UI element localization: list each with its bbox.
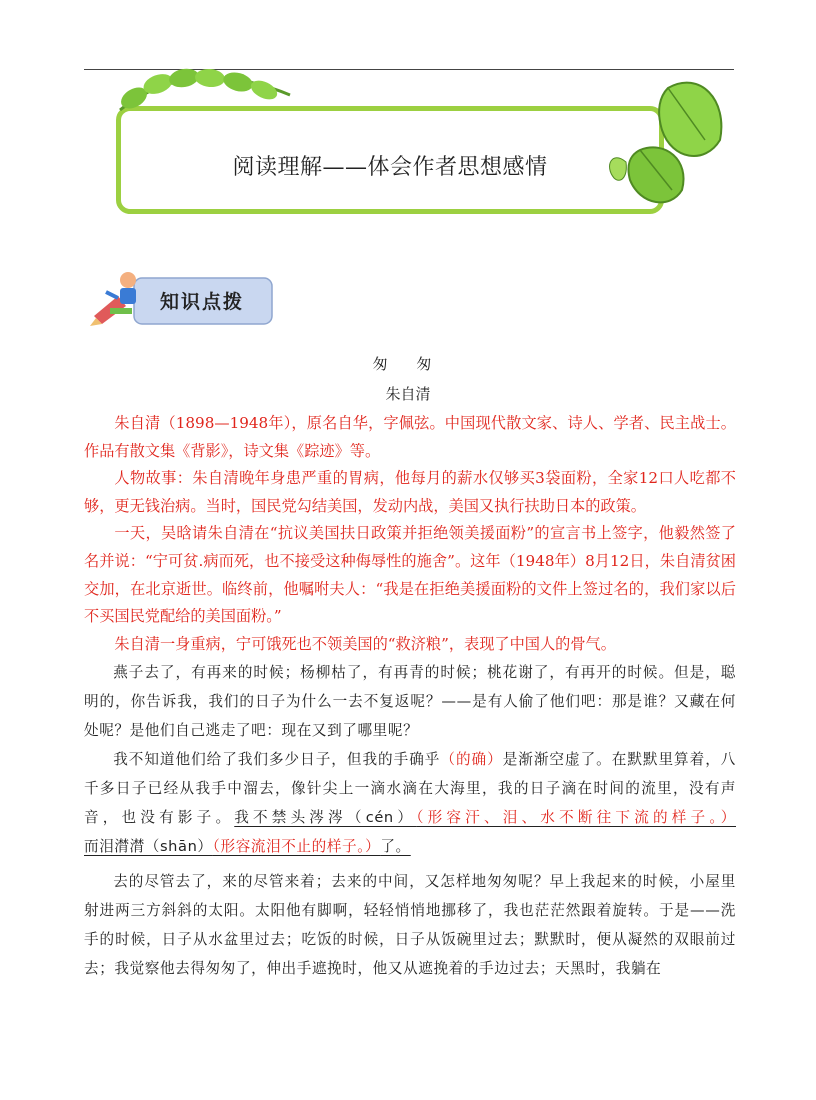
intro-paragraph: 一天，吴晗请朱自清在“抗议美国扶日政策并拒绝领美援面粉”的宣言书上签字，他毅然签了名并说：“宁可贫.病而死，也不接受这种侮辱性的施舍”。这年（1948年）8月12日，朱自清贫困交加，在北京逝世。临终前，他嘱咐夫人：“我是在拒绝美援面粉的文件上签过名的，我们家以后不买国民党配给的美国面粉。” [84,524,736,626]
poem-text-segment: 我不禁头涔涔（cén） [234,809,417,827]
poem-paragraph: 去的尽管去了，来的尽管来着；去来的中间，又怎样地匆匆呢？早上我起来的时候，小屋里射进两三方斜斜的太阳。太阳他有脚啊，轻轻悄悄地挪移了，我也茫茫然跟着旋转。于是——洗手的时候，日子从水盆里过去；吃饭的时候，日子从饭碗里过去；默默时，便从凝然的双眼前过去；我觉察他去得匆匆了，伸出手遮挽时，他又从遮挽着的手边过去；天黑时，我躺在 [84,873,736,978]
poem-text [84,658,736,983]
poem-text-segment: 了。 [380,838,411,856]
poem-paragraph: 燕子去了，有再来的时候；杨柳枯了，有再青的时候；桃花谢了，有再开的时候。但是，聪明的，你告诉我，我们的日子为什么一去不复返呢？——是有人偷了他们吧：那是谁？又藏在何处呢？是他们自己逃走了吧：现在又到了哪里呢？ [84,664,736,740]
poem-text-segment: 我不知道他们给了我们多少日子，但我的手确乎 [113,751,441,769]
section-badge-label: 知识点拨 [160,291,245,313]
poem-text-segment: 而泪潸潸（shān） [84,838,213,856]
article-title: 匆 匆 [372,355,444,373]
poem-text-segment: 是渐渐空虚了。在默默里算着，八千多日子已经从我手中溜去，像针尖上一滴水滴在大海里，我的日子滴在时间的流里，没有声音，也没有影子。 [84,751,736,827]
intro-paragraph: 人物故事：朱自清晚年身患严重的胃病，他每月的薪水仅够买3袋面粉，全家12口人吃都不够，更无钱治病。当时，国民党勾结美国，发动内战，美国又执行扶助日本的政策。 [84,469,736,515]
annotation: （的确） [440,751,503,769]
intro-paragraph: 朱自清一身重病，宁可饿死也不领美国的“救济粮”，表现了中国人的骨气。 [114,634,616,653]
article-body [84,410,736,983]
annotation: （形容流泪不止的样子。） [212,838,381,856]
article-author: 朱自清 [385,385,431,403]
leaf-decoration-icon [0,0,816,240]
annotation: （形容汗、泪、水不断往下流的样子。） [416,809,736,827]
page-title: 阅读理解——体会作者思想感情 [232,155,548,180]
intro-paragraph: 朱自清（1898—1948年），原名自华，字佩弦。中国现代散文家、诗人、学者、民主战士。作品有散文集《背影》，诗文集《踪迹》等。 [84,414,736,460]
poem-paragraph [84,745,736,861]
